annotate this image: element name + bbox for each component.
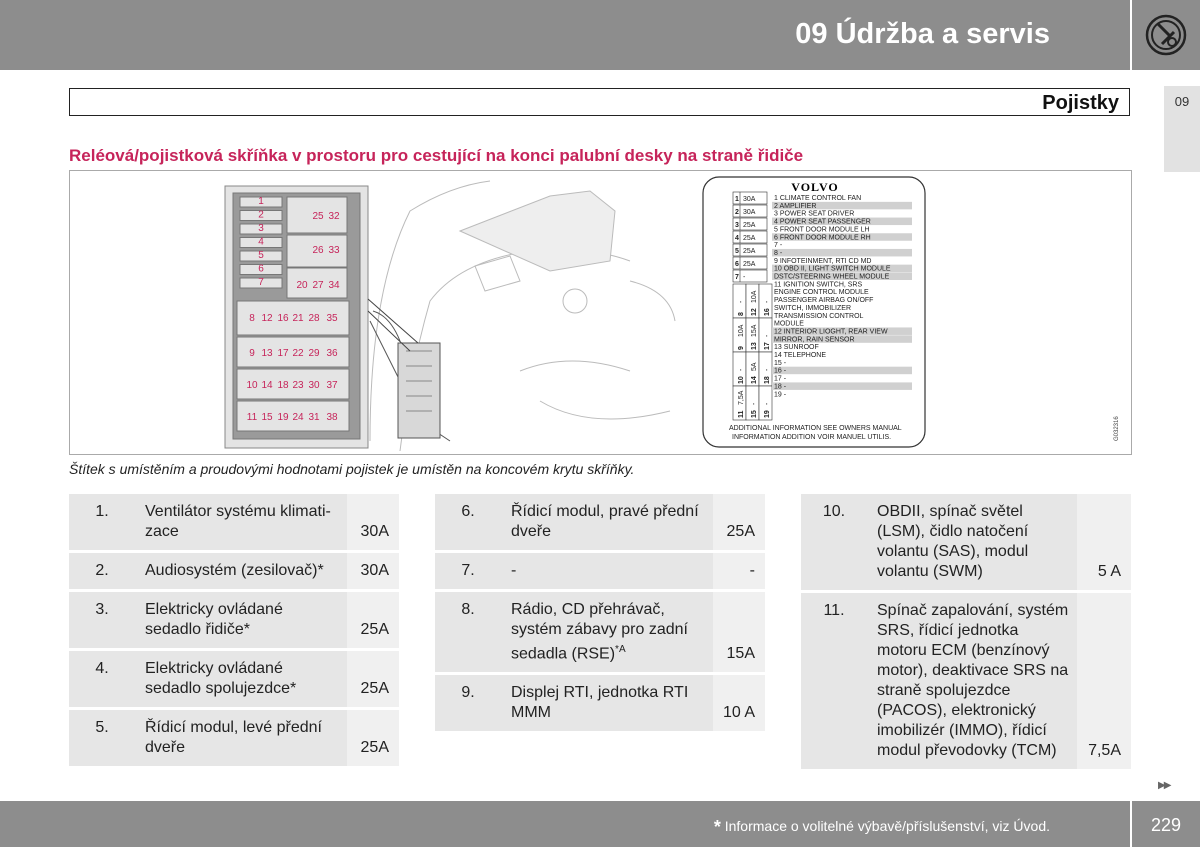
wrench-gear-icon bbox=[1132, 0, 1200, 70]
header-band bbox=[0, 0, 1130, 70]
fuse-number-label: 33 bbox=[328, 245, 340, 256]
fuse-number-label: 2 bbox=[258, 209, 264, 221]
fuse-number-label: 37 bbox=[326, 380, 338, 391]
footnote bbox=[714, 817, 1050, 838]
fuse-number-label: 4 bbox=[258, 236, 264, 248]
fuse-number: 7. bbox=[435, 553, 501, 589]
fuse-number-label: 31 bbox=[308, 412, 320, 423]
label-fuse-num: 8 bbox=[738, 312, 745, 316]
fuse-number-label: 16 bbox=[277, 313, 289, 324]
label-fuse-amp: 30A bbox=[743, 196, 756, 203]
label-entry: PASSENGER AIRBAG ON/OFF bbox=[774, 297, 874, 305]
chapter-title: 09 Údržba a servis bbox=[795, 18, 1050, 50]
figure-caption: Štítek s umístěním a proudovými hodnotami pojistek je umístěn na koncovém krytu skříňky. bbox=[69, 461, 635, 477]
fuse-number-label: 25 bbox=[312, 211, 324, 222]
label-fuse-amp: 25A bbox=[743, 235, 756, 242]
fuse-number-label: 22 bbox=[292, 348, 304, 359]
label-fuse-num: 16 bbox=[764, 308, 771, 316]
page-number-box bbox=[1132, 801, 1200, 847]
fuse-number-label: 14 bbox=[261, 380, 273, 391]
fuse-amperage: 30A bbox=[347, 553, 399, 589]
chapter-tab[interactable]: 09 bbox=[1164, 86, 1200, 172]
label-entry: TRANSMISSION CONTROL bbox=[774, 312, 864, 320]
label-fuse-amp: 30A bbox=[743, 209, 756, 216]
page-number: 229 bbox=[1150, 815, 1182, 835]
label-fuse-num: 18 bbox=[764, 376, 771, 384]
figure-code: G032316 bbox=[1114, 416, 1120, 441]
fuse-number-label: 1 bbox=[258, 196, 264, 207]
label-entry: 12 INTERIOR LIOGHT, REAR VIEW bbox=[774, 328, 888, 336]
fuse-amperage: 7,5A bbox=[1077, 593, 1131, 769]
fuse-row bbox=[435, 553, 765, 589]
label-fuse-amp: 5A bbox=[751, 362, 758, 371]
fuse-row bbox=[801, 494, 1131, 590]
fuse-number: 10. bbox=[801, 494, 867, 590]
fuse-number-label: 28 bbox=[308, 313, 320, 324]
label-fuse-num: 15 bbox=[751, 410, 758, 418]
fuse-number: 6. bbox=[435, 494, 501, 550]
fuse-amperage: 25A bbox=[347, 651, 399, 707]
fuse-number-label: 5 bbox=[258, 250, 264, 261]
fuse-row bbox=[69, 651, 399, 707]
label-fuse-num: 13 bbox=[751, 342, 758, 350]
fuse-row bbox=[435, 592, 765, 672]
fuse-number-label: 3 bbox=[258, 223, 264, 234]
fuse-row bbox=[435, 675, 765, 731]
fuse-description: Displej RTI, jednotka RTI MMM bbox=[501, 675, 713, 731]
fuse-number: 5. bbox=[69, 710, 135, 766]
label-fuse-amp: 10A bbox=[738, 324, 745, 337]
fuse-label-sticker bbox=[703, 177, 925, 447]
label-fuse-amp: - bbox=[764, 368, 771, 371]
fuse-number-label: 30 bbox=[308, 380, 320, 391]
label-fuse-amp: - bbox=[743, 274, 746, 281]
label-fuse-amp: - bbox=[764, 300, 771, 303]
fuse-number: 11. bbox=[801, 593, 867, 769]
fuse-row bbox=[801, 593, 1131, 769]
label-entry: MODULE bbox=[774, 320, 804, 328]
fuse-row bbox=[69, 710, 399, 766]
fuse-number-label: 34 bbox=[328, 280, 340, 291]
label-fuse-amp: 25A bbox=[743, 222, 756, 229]
fuse-description: Spínač zapalování, systém SRS, řídicí jednotka motoru ECM (benzínový motor), deaktivace SRS na straně spolujezdce (PACOS), elektronický imobilizér (IMMO), řídicí modul převodovky (TCM) bbox=[867, 593, 1077, 769]
fuse-description: Ventilátor systému klimati-zace bbox=[135, 494, 347, 550]
label-fuse-num: 14 bbox=[751, 376, 758, 384]
footnote-text: Informace o volitelné výbavě/příslušenství, viz Úvod. bbox=[724, 818, 1050, 834]
fuse-number-label: 6 bbox=[258, 263, 264, 275]
label-fuse-amp: - bbox=[764, 402, 771, 405]
label-entry: 15 - bbox=[774, 359, 787, 367]
fuse-description: - bbox=[501, 553, 713, 589]
label-fuse-num: 4 bbox=[735, 235, 739, 242]
fuse-amperage: 5 A bbox=[1077, 494, 1131, 590]
label-fuse-num: 12 bbox=[751, 308, 758, 316]
label-entry: 11 IGNITION SWITCH, SRS bbox=[774, 281, 863, 289]
label-entry: SWITCH, IMMOBILIZER bbox=[774, 304, 851, 312]
label-entry: 13 SUNROOF bbox=[774, 344, 819, 352]
fuse-amperage: - bbox=[713, 553, 765, 589]
fuse-number-label: 35 bbox=[326, 313, 338, 324]
fuse-number-label: 38 bbox=[326, 412, 338, 423]
fuse-description: Elektricky ovládané sedadlo spolujezdce* bbox=[135, 651, 347, 707]
label-fuse-num: 19 bbox=[764, 410, 771, 418]
label-fuse-num: 2 bbox=[735, 209, 739, 216]
fuse-row bbox=[69, 494, 399, 550]
label-entry: 2 AMPLIFIER bbox=[774, 202, 817, 210]
label-entry: 19 - bbox=[774, 391, 787, 399]
label-fuse-num: 7 bbox=[735, 274, 739, 281]
fuse-table-right bbox=[801, 491, 1131, 772]
fuse-box-figure bbox=[69, 170, 1132, 455]
section-title: Pojistky bbox=[1042, 92, 1119, 114]
fuse-description: Elektricky ovládané sedadlo řidiče* bbox=[135, 592, 347, 648]
fuse-number-label: 29 bbox=[308, 348, 320, 359]
label-entry: 1 CLIMATE CONTROL FAN bbox=[774, 195, 862, 202]
fuse-number-label: 20 bbox=[296, 280, 308, 291]
label-entry: 6 FRONT DOOR MODULE RH bbox=[774, 234, 871, 242]
fuse-number-label: 32 bbox=[328, 211, 340, 222]
fuse-amperage: 10 A bbox=[713, 675, 765, 731]
fuse-table-middle bbox=[435, 491, 765, 734]
label-fuse-num: 10 bbox=[738, 376, 745, 384]
label-entry: 9 INFOTEINMENT, RTI CD MD bbox=[774, 257, 872, 265]
label-entry: 5 FRONT DOOR MODULE LH bbox=[774, 226, 870, 234]
subheading: Reléová/pojistková skříňka v prostoru pro cestující na konci palubní desky na straně řidiče bbox=[69, 146, 804, 165]
fuse-amperage: 25A bbox=[347, 592, 399, 648]
fuse-number: 3. bbox=[69, 592, 135, 648]
label-entry: DSTC/STEERING WHEEL MODULE bbox=[774, 273, 890, 281]
fuse-row bbox=[69, 553, 399, 589]
fuse-amperage: 30A bbox=[347, 494, 399, 550]
fuse-amperage: 25A bbox=[347, 710, 399, 766]
fuse-number-label: 7 bbox=[258, 277, 264, 288]
fuse-number: 1. bbox=[69, 494, 135, 550]
fuse-number: 9. bbox=[435, 675, 501, 731]
label-fuse-amp: - bbox=[738, 368, 745, 371]
fuse-row bbox=[435, 494, 765, 550]
label-entry: 4 POWER SEAT PASSENGER bbox=[774, 218, 871, 226]
label-fuse-num: 6 bbox=[735, 261, 739, 268]
label-entry: 17 - bbox=[774, 375, 787, 383]
volvo-brand: VOLVO bbox=[791, 180, 839, 194]
fuse-amperage: 25A bbox=[713, 494, 765, 550]
fuse-number-label: 24 bbox=[292, 412, 304, 423]
chapter-icon-box bbox=[1132, 0, 1200, 70]
label-entry: MIRROR, RAIN SENSOR bbox=[774, 336, 855, 344]
dashboard-illustration bbox=[370, 181, 675, 451]
footnote-star: * bbox=[713, 817, 721, 837]
fuse-number: 2. bbox=[69, 553, 135, 589]
label-entry: 16 - bbox=[774, 367, 787, 375]
label-entry: 3 POWER SEAT DRIVER bbox=[774, 210, 855, 218]
fuse-number-label: 27 bbox=[312, 280, 324, 291]
fuse-number-label: 15 bbox=[261, 412, 273, 423]
label-entry: 8 - bbox=[774, 249, 783, 257]
label-fuse-amp: - bbox=[764, 334, 771, 337]
label-fuse-amp: 7,5A bbox=[738, 390, 745, 405]
fuse-description: Řídicí modul, pravé přední dveře bbox=[501, 494, 713, 550]
fuse-number-label: 23 bbox=[292, 380, 304, 391]
label-fuse-num: 11 bbox=[738, 410, 745, 418]
label-fuse-amp: 25A bbox=[743, 248, 756, 255]
fuse-number-label: 12 bbox=[261, 313, 273, 324]
label-entry: 14 TELEPHONE bbox=[774, 352, 827, 359]
fuse-box-diagram bbox=[225, 186, 368, 448]
label-entry: 10 OBD II, LIGHT SWITCH MODULE bbox=[774, 265, 891, 273]
footnote-marker: *A bbox=[615, 644, 626, 655]
label-fuse-num: 5 bbox=[735, 248, 739, 255]
fuse-number-label: 13 bbox=[261, 348, 273, 359]
fuse-description: OBDII, spínač světel (LSM), čidlo natočení volantu (SAS), modul volantu (SWM) bbox=[867, 494, 1077, 590]
label-fuse-num: 3 bbox=[735, 222, 739, 229]
footer-band bbox=[0, 801, 1130, 847]
fuse-description: Audiosystém (zesilovač)* bbox=[135, 553, 347, 589]
label-fuse-amp: 10A bbox=[751, 290, 758, 303]
label-note-2: INFORMATION ADDITION VOIR MANUEL UTILIS. bbox=[732, 434, 892, 441]
fuse-number-label: 19 bbox=[277, 412, 289, 423]
section-title-box bbox=[69, 88, 1130, 116]
label-fuse-num: 1 bbox=[735, 196, 739, 203]
label-entry: 18 - bbox=[774, 383, 787, 391]
fuse-row bbox=[69, 592, 399, 648]
fuse-number-label: 10 bbox=[246, 380, 258, 391]
fuse-number-label: 9 bbox=[249, 348, 255, 359]
label-fuse-num: 9 bbox=[738, 346, 745, 350]
fuse-description: Řídicí modul, levé přední dveře bbox=[135, 710, 347, 766]
fuse-number: 4. bbox=[69, 651, 135, 707]
label-entry: ENGINE CONTROL MODULE bbox=[774, 289, 869, 297]
fuse-number-label: 11 bbox=[246, 412, 258, 423]
fuse-number-label: 17 bbox=[277, 348, 289, 359]
fuse-table-left bbox=[69, 491, 399, 769]
fuse-number-label: 21 bbox=[292, 313, 304, 324]
label-fuse-amp: - bbox=[738, 300, 745, 303]
label-fuse-num: 17 bbox=[764, 342, 771, 350]
fuse-number-label: 8 bbox=[249, 313, 255, 324]
label-fuse-amp: 15A bbox=[751, 324, 758, 337]
fuse-amperage: 15A bbox=[713, 592, 765, 672]
fuse-number-label: 26 bbox=[312, 245, 324, 256]
label-fuse-amp: 25A bbox=[743, 261, 756, 268]
fuse-number: 8. bbox=[435, 592, 501, 672]
label-entry: 7 - bbox=[774, 242, 783, 250]
next-page-arrows-icon[interactable]: ▶▶ bbox=[1158, 780, 1170, 791]
label-fuse-amp: - bbox=[751, 402, 758, 405]
fuse-number-label: 36 bbox=[326, 348, 338, 359]
label-note-1: ADDITIONAL INFORMATION SEE OWNERS MANUAL bbox=[729, 425, 902, 432]
fuse-number-label: 18 bbox=[277, 380, 289, 391]
fuse-description: Rádio, CD přehrávač, systém zábavy pro zadní sedadla (RSE)$^{*A}$ bbox=[501, 592, 713, 672]
